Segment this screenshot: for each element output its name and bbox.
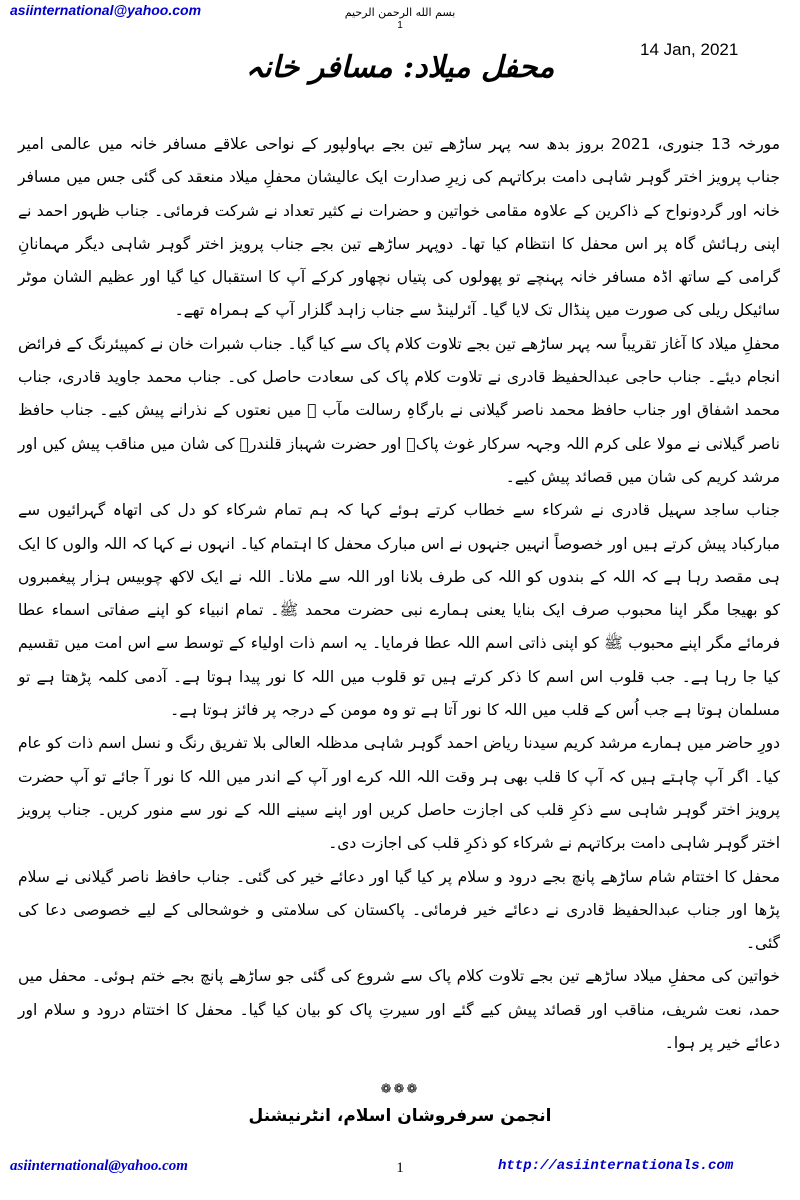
article-date: 14 Jan, 2021 (640, 40, 739, 59)
paragraph-6: خواتین کی محفلِ میلاد ساڑھے تین بجے تلاوت کلام پاک سے شروع کی گئی جو ساڑھے پانچ بجے ختم ہوئی۔ محفل میں حمد، نعت شریف، مناقب اور قصائد پیش کیے گئے اور سیرتِ پاک کو بیان کیا گیا۔ محفل کا اختتام درود و سلام اور دعائے خیر پر ہوا۔ (18, 967, 780, 1053)
paragraph-4: دورِ حاضر میں ہمارے مرشد کریم سیدنا ریاض احمد گوہر شاہی مدظلہ العالی بلا تفریق رنگ و نسل اسم ذات کو عام کیا۔ اگر آپ چاہتے ہیں کہ آپ کا قلب بھی ہر وقت اللہ اللہ کرے اور آپ کے اندر میں اللہ کا نور آ جائے تو آپ حضرت پرویز اختر گوہر شاہی سے ذکرِ قلب کی اجازت حاصل کریں اور اپنے سینے اللہ کے نور سے منور کریں۔ جناب پرویز اختر گوہر شاہی دامت برکاتہم نے شرکاء کو ذکرِ قلب کی اجازت دی۔ (18, 734, 780, 853)
organization-name: انجمن سرفروشان اسلام، انٹرنیشنل (248, 1106, 552, 1126)
header-page-number: 1 (397, 20, 403, 31)
bismillah: بسم الله الرحمن الرحیم (344, 6, 456, 19)
flower-ornament: ❁❁❁ (380, 1082, 420, 1097)
page-title: محفل میلاد: مسافر خانہ (245, 50, 555, 85)
article-body (18, 128, 780, 1060)
footer-page-number: 1 (396, 1160, 404, 1176)
paragraph-1: مورخہ 13 جنوری، 2021 بروز بدھ سہ پہر ساڑھے تین بجے بہاولپور کے نواحی علاقے مسافر خانہ میں عالمی امیر جناب پرویز اختر گوہر شاہی دامت برکاتہم کی زیرِ صدارت ایک عالیشان محفلِ میلاد منعقد کی گئی جس میں مسافر خانہ اور گردونواح کے ذاکرین کے علاوہ مقامی خواتین و حضرات نے کثیر تعداد نے شرکت فرمائی۔ جناب ظہور احمد نے اپنی رہائش گاہ پر اس محفل کا انتظام کیا تھا۔ دوپہر ساڑھے تین بجے جناب پرویز اختر گوہر شاہی دیگر مہمانانِ گرامی کے ساتھ اڈہ مسافر خانہ پہنچے تو پھولوں کی پتیاں نچھاور کرکے آپ کا استقبال کیا گیا اور عظیم الشان موٹر سائیکل ریلی کی صورت میں پنڈال تک لایا گیا۔ آئرلینڈ سے جناب زاہد گلزار آپ کے ہمراہ تھے۔ (18, 135, 780, 320)
paragraph-5: محفل کا اختتام شام ساڑھے پانچ بجے درود و سلام پر کیا گیا اور دعائے خیر کی گئی۔ جناب حافظ ناصر گیلانی نے سلام پڑھا اور جناب عبدالحفیظ قادری نے دعائے خیر فرمائی۔ پاکستان کی سلامتی و خوشحالی کے لیے خصوصی دعا کی گئی۔ (18, 867, 780, 953)
header-email: asiinternational@yahoo.com (10, 2, 202, 18)
footer-email: asiinternational@yahoo.com (10, 1158, 188, 1174)
paragraph-2: محفلِ میلاد کا آغاز تقریباً سہ پہر ساڑھے تین بجے تلاوت کلام پاک سے کیا گیا۔ جناب شبرات خان نے کمپیئرنگ کے فرائض انجام دیئے۔ جناب حاجی عبدالحفیظ قادری نے تلاوت کلام پاک کی سعادت حاصل کی۔ جناب محمد جاوید قادری، جناب محمد اشفاق اور جناب حافظ محمد ناصر گیلانی نے بارگاہِ رسالت مآب ﷺ میں نعتوں کے نذرانے پیش کیے۔ جناب حافظ ناصر گیلانی نے مولا علی کرم اللہ وجہہ سرکار غوث پاکؒ اور حضرت شہباز قلندرؒ کی شان میں مناقب پیش کیں اور مرشد کریم کی شان میں قصائد پیش کیے۔ (18, 334, 780, 486)
paragraph-3: جناب ساجد سہیل قادری نے شرکاء سے خطاب کرتے ہوئے کہا کہ ہم تمام شرکاء کو دل کی اتھاہ گہرائیوں سے مبارکباد پیش کرتے ہیں اور خصوصاً انہیں جنہوں نے اس مبارک محفل کا اہتمام کیا۔ انہوں نے کہا کہ اللہ والوں کا ایک ہی مقصد رہا ہے کہ اللہ کے بندوں کو اللہ کی طرف بلانا اور اللہ سے ملانا۔ اللہ نے ایک لاکھ چوبیس ہزار پیغمبروں کو بھیجا مگر اپنا محبوب صرف ایک بنایا یعنی ہمارے نبی حضرت محمد ﷺ۔ تمام انبیاء کو اپنے صفاتی اسماء عطا فرمائے مگر اپنے محبوب ﷺ کو اپنی ذاتی اسم اللہ عطا فرمایا۔ یہ اسم ذات اولیاء کے توسط سے اس امت میں تقسیم کیا جا رہا ہے۔ جب قلوب اس اسم کا ذکر کرتے ہیں تو قلوب میں اللہ کا نور پیدا ہوتا ہے۔ آدمی کلمہ پڑھتا ہے تو مسلمان ہوتا ہے جب اُس کے قلب میں اللہ کا نور آتا ہے تو وہ مومن کے درجہ پر فائز ہوتا ہے۔ (18, 501, 780, 720)
footer-url: http://asiinternationals.com (498, 1158, 734, 1174)
